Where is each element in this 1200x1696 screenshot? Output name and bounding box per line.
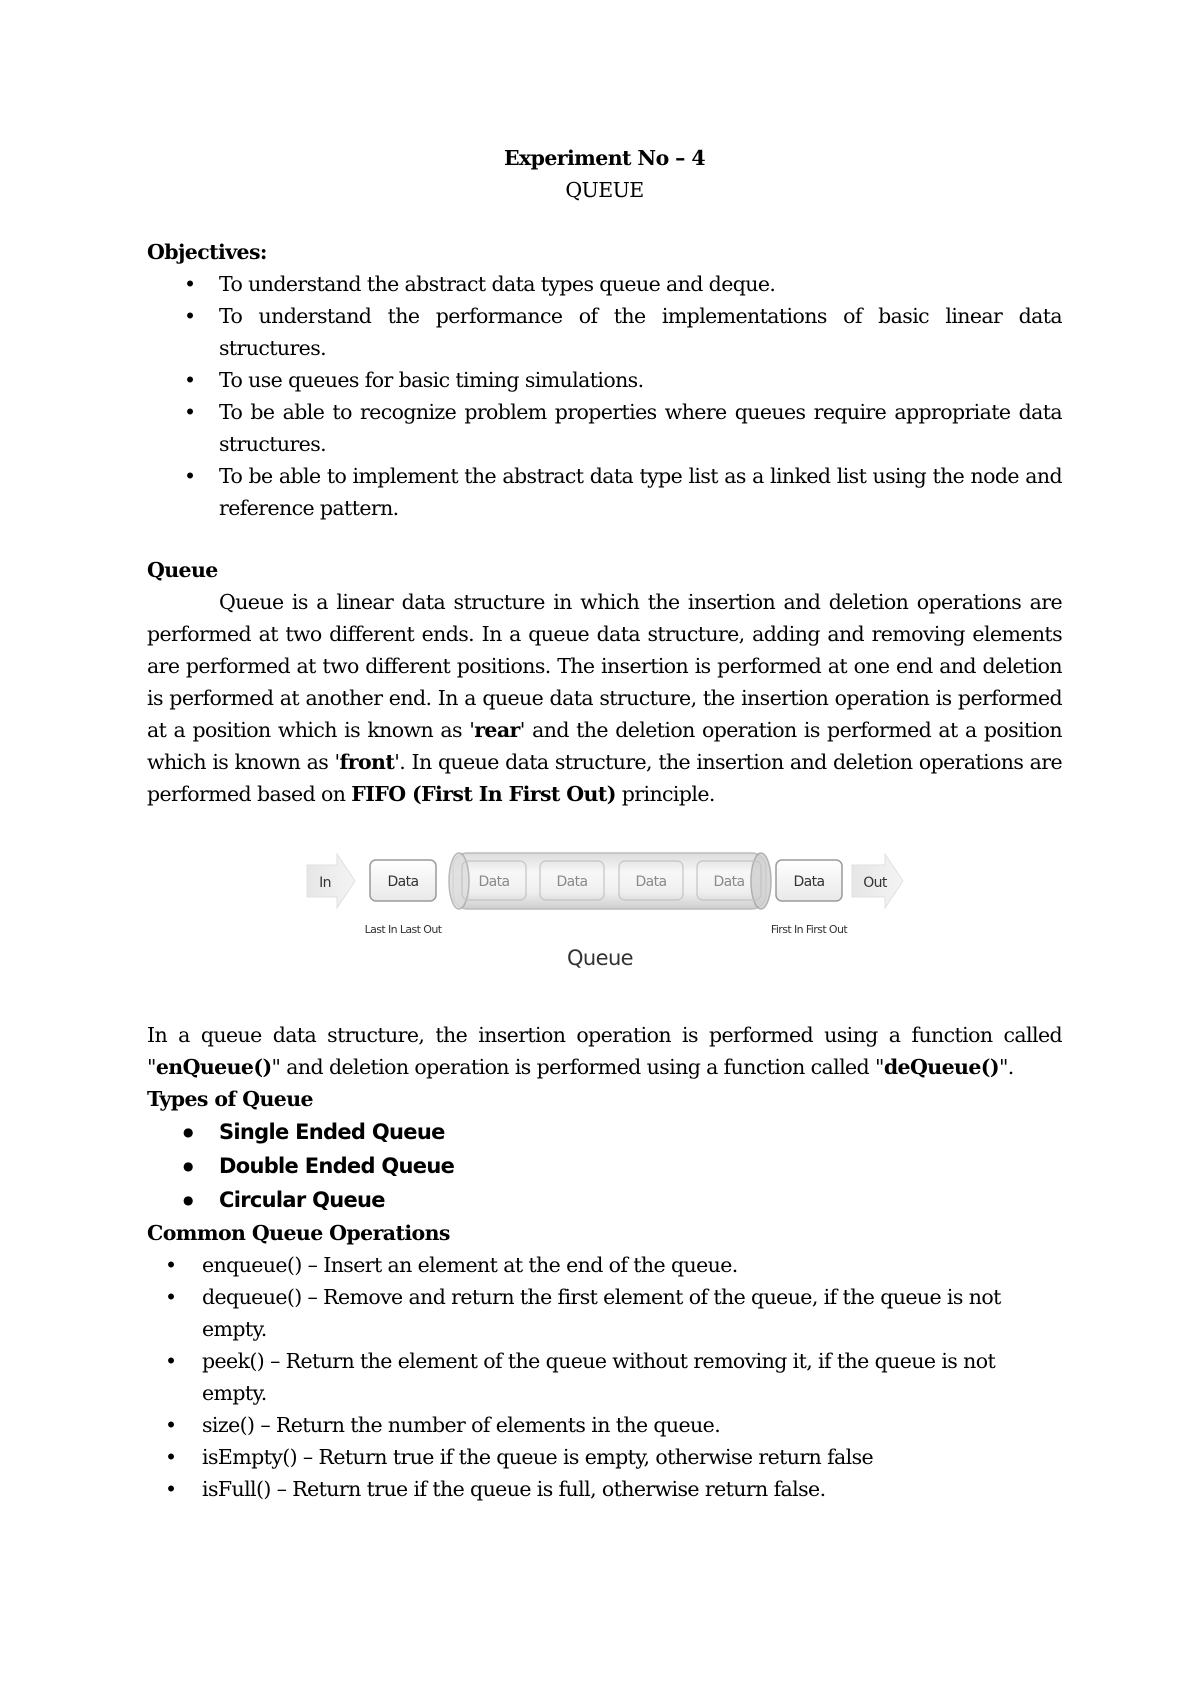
functions-paragraph <box>147 1019 1062 1083</box>
experiment-subtitle: QUEUE <box>565 178 644 202</box>
cell-label: Data <box>478 874 510 890</box>
objective-item: • To understand the performance of the implementations of basic linear data structures. <box>147 300 1062 364</box>
objective-item: • To be able to recognize problem properties where queues require appropriate data structures. <box>147 396 1062 460</box>
queue-text-1: Queue is a linear data structure in which the insertion and deletion operations are performed at two different ends. In a queue data structure, adding and removing elements are performed at two different positions. The insertion is performed at one end and deletion is performed at another end. In a queue data structure, the insertion operation is performed at a position which is known as ' <box>147 590 1062 742</box>
objective-item: • To understand the abstract data types queue and deque. <box>147 268 1062 300</box>
right-caption: First In First Out <box>770 923 848 936</box>
objective-item: • To use queues for basic timing simulations. <box>147 364 1062 396</box>
operation-item: • dequeue() – Remove and return the first element of the queue, if the queue is not empty. <box>147 1281 1062 1345</box>
functions-text-3: ". <box>998 1055 1014 1079</box>
spacer <box>147 524 1062 554</box>
queue-text-2: ' and the deletion operation is performed at a position which is known as ' <box>147 718 1062 774</box>
operation-item: • size() – Return the number of elements in the queue. <box>147 1409 1062 1441</box>
in-label: In <box>319 875 331 891</box>
cell-label: Data <box>713 874 745 890</box>
objective-item: • To be able to implement the abstract data type list as a linked list using the node and reference pattern. <box>147 460 1062 524</box>
in-arrow <box>307 854 355 908</box>
out-label: Out <box>863 875 887 891</box>
queue-text-3: '. In queue data structure, the insertion and deletion operations are performed based on <box>147 750 1063 806</box>
fifo-term: FIFO (First In First Out) <box>351 782 616 806</box>
operation-item: • enqueue() – Insert an element at the end of the queue. <box>147 1249 1062 1281</box>
type-item: ● Circular Queue <box>147 1183 1062 1217</box>
types-list <box>147 1115 1062 1217</box>
queue-diagram <box>147 851 1062 979</box>
document-content <box>147 142 1062 1505</box>
operation-item: • peek() – Return the element of the queue without removing it, if the queue is not empty. <box>147 1345 1062 1409</box>
experiment-title: Experiment No – 4 <box>503 146 706 170</box>
functions-text-1: In a queue data structure, the insertion operation is performed using a function called " <box>147 1023 1062 1079</box>
operations-list <box>147 1249 1062 1505</box>
queue-cell-front <box>776 860 842 901</box>
front-term: front <box>339 750 395 774</box>
rear-term: rear <box>474 718 520 742</box>
out-arrow <box>852 854 903 908</box>
queue-cell-rear <box>370 860 436 901</box>
queue-definition-paragraph <box>147 586 1062 810</box>
objectives-heading: Objectives: <box>147 240 267 264</box>
left-caption: Last In Last Out <box>364 923 442 936</box>
cell-label: Data <box>387 874 419 890</box>
operations-heading: Common Queue Operations <box>147 1221 450 1245</box>
queue-diagram-svg <box>147 851 1062 979</box>
operation-item: • isFull() – Return true if the queue is full, otherwise return false. <box>147 1473 1062 1505</box>
spacer <box>147 206 1062 236</box>
queue-text-4: principle. <box>615 782 715 806</box>
dequeue-term: deQueue() <box>883 1055 999 1079</box>
types-heading: Types of Queue <box>147 1087 313 1111</box>
enqueue-term: enQueue() <box>155 1055 272 1079</box>
diagram-caption: Queue <box>567 946 633 970</box>
queue-heading: Queue <box>147 558 218 582</box>
objectives-list <box>147 268 1062 524</box>
operation-item: • isEmpty() – Return true if the queue is empty, otherwise return false <box>147 1441 1062 1473</box>
type-item: ● Double Ended Queue <box>147 1149 1062 1183</box>
type-item: ● Single Ended Queue <box>147 1115 1062 1149</box>
functions-text-2: " and deletion operation is performed using a function called " <box>271 1055 884 1079</box>
cell-label: Data <box>793 874 825 890</box>
cell-label: Data <box>556 874 588 890</box>
cell-label: Data <box>635 874 667 890</box>
